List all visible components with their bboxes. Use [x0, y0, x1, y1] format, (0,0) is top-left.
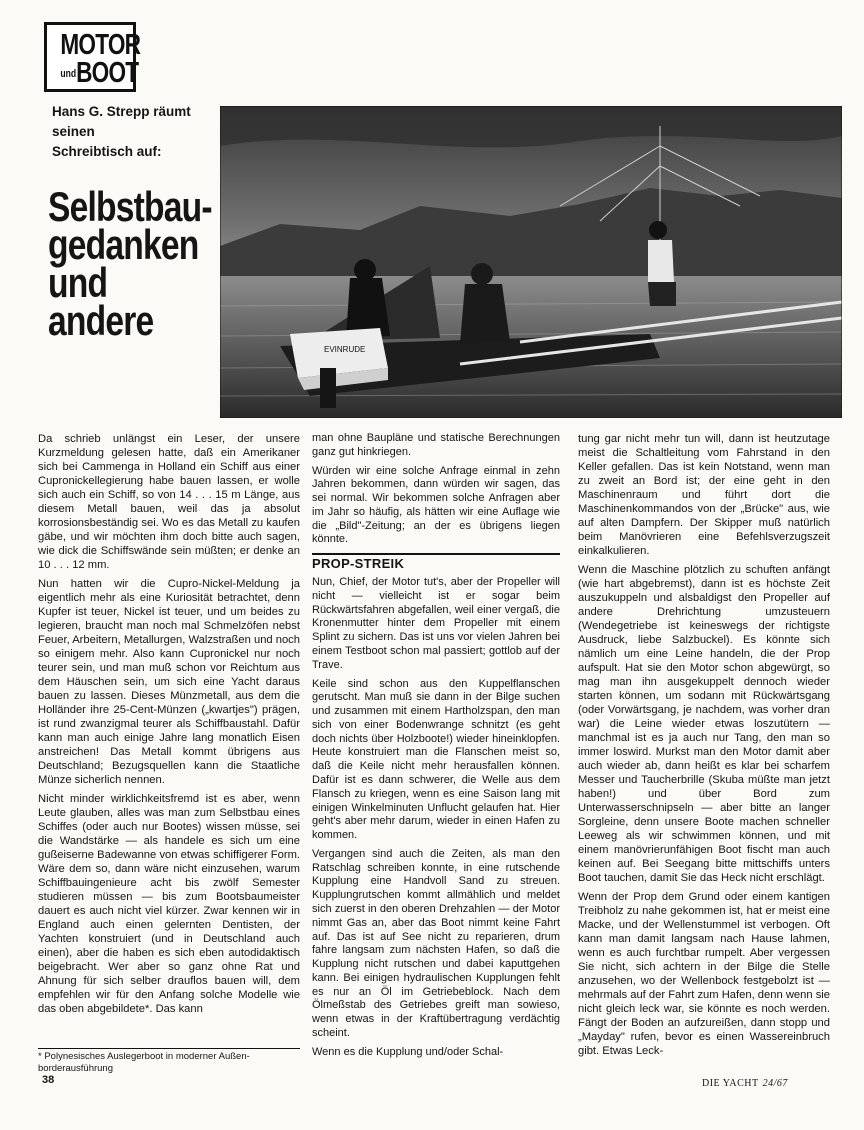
journal-footer — [702, 1078, 788, 1089]
col2-paragraph-5: Vergangen sind auch die Zeiten, als man den Ratschlag schreiben konnte, in eine rutschende Kupplung eine Handvoll Sand zu streuen. Kupplungrutschen kommt allmählich und meldet sich zuerst in den oberen Drehzahlen — der Motor nimmt Gas an, aber das Boot nimmt keine Fahrt auf. Das ist auf See nicht zu reparieren, drum fahre langsam zum nächsten Hafen, so daß die Kupplung nicht rutschen und dabei kaputtgehen kann. Bei einigen hydraulischen Kupplungen fehlt es nur an Öl im Getriebeblock. Nach dem Ölmeßstab des Getriebes greift man sowieso, wenn etwas in der Kraftübertragung verdächtig scheint. — [312, 847, 560, 1040]
footnote-line-1: * Polynesisches Auslegerboot in moderner Außen- — [38, 1051, 250, 1062]
title-line-1: Selbstbau- — [48, 183, 212, 230]
col2-paragraph-4: Keile sind schon aus den Kuppelflanschen gerutscht. Man muß sie dann in der Bilge suchen und zusammen mit einem Hartholzspan, den man sich von einer Bodenwrange schnitzt (es geht doch nichts über Holzboote!) wieder hineinklopfen. Heute konstruiert man die Flanschen meist so, daß die Keile nicht mehr herausfallen können. Dafür ist es dann schwerer, die Welle aus dem Flansch zu kriegen, wenn es eine Saison lang mit einigen Winkelminuten Unflucht gelaufen hat. Hier geht's aber mehr darum, wieder in einen Hafen zu kommen. — [312, 677, 560, 842]
col2-paragraph-3: Nun, Chief, der Motor tut's, aber der Propeller will nicht — vielleicht ist er sogar beim Rückwärtsfahren abgefallen, weil einer vergaß, die Kronenmutter hinter dem Propeller mit einem Splint zu sichern. Das ist uns vor vielen Jahren bei einem Testboot schon mal passiert; gottlob auf der Trave. — [312, 576, 560, 671]
logo-word-motor: MOTOR — [60, 29, 141, 61]
subhead-prop-streik: PROP-STREIK — [312, 556, 405, 572]
title-line-2: gedanken — [48, 221, 199, 268]
text-column-3 — [578, 432, 830, 1063]
logo-word-boot-text: BOOT — [76, 57, 139, 89]
footnote-line-2: borderausführung — [38, 1063, 113, 1074]
text-column-1 — [38, 432, 300, 1021]
byline — [52, 102, 212, 162]
journal-issue: 24/67 — [762, 1078, 788, 1089]
article-title — [48, 183, 212, 344]
byline-line-1: Hans G. Strepp räumt — [52, 104, 191, 119]
logo-word-und: und — [60, 67, 77, 80]
motor-und-boot-logo — [44, 22, 141, 92]
col1-paragraph-1: Da schrieb unlängst ein Leser, der unsere Kurzmeldung gelesen hatte, daß ein Amerikaner sich bei Cammenga in Holland ein Schiff aus einer Cupronickellegierung habe bauen lassen, er wolle sich auch ein Schiff, so von 14 . . . 15 m Länge, aus diesem Metall bauen, weil das ja absolut korrosionsbeständig sei. Wo es das Metall zu kaufen gäbe, und wir möchten ihm doch bitte auch sagen, wie dick die Schiffswände sein müßten; er denke an 10 . . . 12 mm. — [38, 433, 300, 571]
journal-name: DIE YACHT — [702, 1078, 759, 1089]
col3-paragraph-1: tung gar nicht mehr tun will, dann ist heutzutage meist die Schaltleitung vom Fahrstand in den Keller gefallen. Das ist kein Notstand, wenn man zu zweit an Bord ist; der eine geht in den Maschinenraum und führt dort die Maschinenkommandos von der „Brücke" aus, wie auf alten Dampfern. Der Skipper muß natürlich beim Manövrieren eine Befehlsverzugszeit einkalkulieren. — [578, 433, 830, 557]
col1-paragraph-3: Nicht minder wirklichkeitsfremd ist es aber, wenn Leute glauben, alles was man zum Selbstbau eines Schiffes (oder auch nur Bootes) wissen müsse, sei die Wandstärke — als handele es sich um eine gußeiserne Badewanne von etwas schiffigerer Form. Wäre dem so, dann wäre nicht einzusehen, warum Schiffbauingenieure acht bis zwölf Semester studieren müssen — bis zum Bootsbaumeister dauert es auch nicht viel kürzer. Zwar kennen wir in England auch einen gelernten Dentisten, der Yachten konstruiert (und in Deutschland auch einen), aber die haben es sich eben autodidaktisch beigebracht. Wer aber so ganz ohne Rat und Ahnung für sich selber drauflos bauen will, dem empfehlen wir für den Anfang solche Modelle wie das oben abgebildete*. Das kann — [38, 793, 300, 1015]
page-number: 38 — [42, 1074, 55, 1086]
title-line-3: und — [48, 259, 108, 306]
col2-paragraph-6: Wenn es die Kupplung und/oder Schal- — [312, 1045, 504, 1058]
engine-brand-label: EVINRUDE — [324, 345, 366, 354]
subhead-rule — [312, 553, 560, 555]
col3-paragraph-2: Wenn die Maschine plötzlich zu schuften anfängt (wie hart abgebremst), dann ist es höchste Zeit auszukuppeln und alsbaldigst den Propeller auf andere Drehrichtung umzusteuern (Wendegetriebe ist keineswegs der richtigste Ausdruck, liebe Salzbuckel). Es könnte sich nämlich um eine Leine handeln, die der Prop aufspult. Hat sie den Motor schon abgewürgt, so mag man ihn ausgekuppelt dennoch wieder starten können, um sodann mit Rückwärtsgang (oder Vorwärtsgang, je nachdem, was vorher dran war) die Leine wieder etwas loszutütern — manchmal ist es ja auch nur Tang, den man so immer loswird. Murkst man den Motor damit aber auch wieder ab, dann heißt es klar bei scharfem Messer und Taucherbrille (Skuba müßte man jetzt haben!) und über Bord zum Unterwasserschnipseln — aber bitte an langer Sorgleine, denn unsere Boote machen schneller Leeweg als wir schwimmen können, und mit einem manövrierunfähigen Boot fischt man auch keinen auf. Bei Seegang bitte mittschiffs unters Boot tauchen, damit Sie das Heck nicht erschlägt. — [578, 564, 830, 884]
outrigger-boat-photo — [220, 106, 842, 418]
col1-paragraph-2: Nun hatten wir die Cupro-Nickel-Meldung ja eigentlich mehr als eine Kuriosität betrachtet, denn Kupfer ist teuer, Nickel ist teuer, und um beides zu legieren, braucht man noch mal Schmelzöfen nebst Feuer, Arbeitern, Metallurgen, Walzstraßen und noch so einigem mehr. Also kann Cupronickel nur noch teurer sein, und man muß schon vor Reichtum aus dem Häuschen sein, um sich eine Yacht daraus bauen zu lassen. Dieses Münzmetall, aus dem die Holländer ihre 25-Cent-Münzen („kwartjes") prägen, ist rund zwanzigmal teurer als Schiffbaustahl. Dafür kann man auch einige Jahre lang monatlich Eisen anstreichen! Das Metall kommt übrigens aus Deutschland; Bezugsquellen kann die Staatliche Münze sicherlich nennen. — [38, 578, 301, 786]
col2-paragraph-1: man ohne Baupläne und statische Berechnungen ganz gut hinkriegen. — [312, 432, 560, 458]
byline-line-2: seinen — [52, 124, 95, 139]
col3-paragraph-3: Wenn der Prop dem Grund oder einem kantigen Treibholz zu nahe gekommen ist, hat er meist eine Macke, und der Wellenstummel ist verbogen. Oft kann man damit langsam nach Hause lahmen, wenn es auch furchtbar rumpelt. Aber vergessen Sie nicht, sich achtern in der Bilge die Stelle anzusehen, wo der Wellenbock festgebolzt ist — mehrmals auf der Fahrt zum Hafen, denn wenn sie nicht gleich leck war, sie könnte es noch werden. Fängt der Boden an aufzureißen, dann stopp und „Mayday" rufen, bevor es einen Wassereinbruch gibt. Etwas Leck- — [578, 891, 830, 1057]
photo-footnote — [38, 1048, 300, 1075]
logo-word-boot — [60, 57, 139, 89]
title-line-4: andere — [48, 297, 154, 344]
byline-line-3: Schreibtisch auf: — [52, 144, 162, 159]
col2-paragraph-2: Würden wir eine solche Anfrage einmal in zehn Jahren bekommen, dann würden wir sagen, das sei normal. Wir bekommen solche Anfragen aber im Jahr so häufig, als hätten wir eine Auflage wie die „Bild"-Zeitung; an der es übrigens liegen könnte. — [312, 464, 560, 546]
text-column-2 — [312, 432, 560, 1065]
